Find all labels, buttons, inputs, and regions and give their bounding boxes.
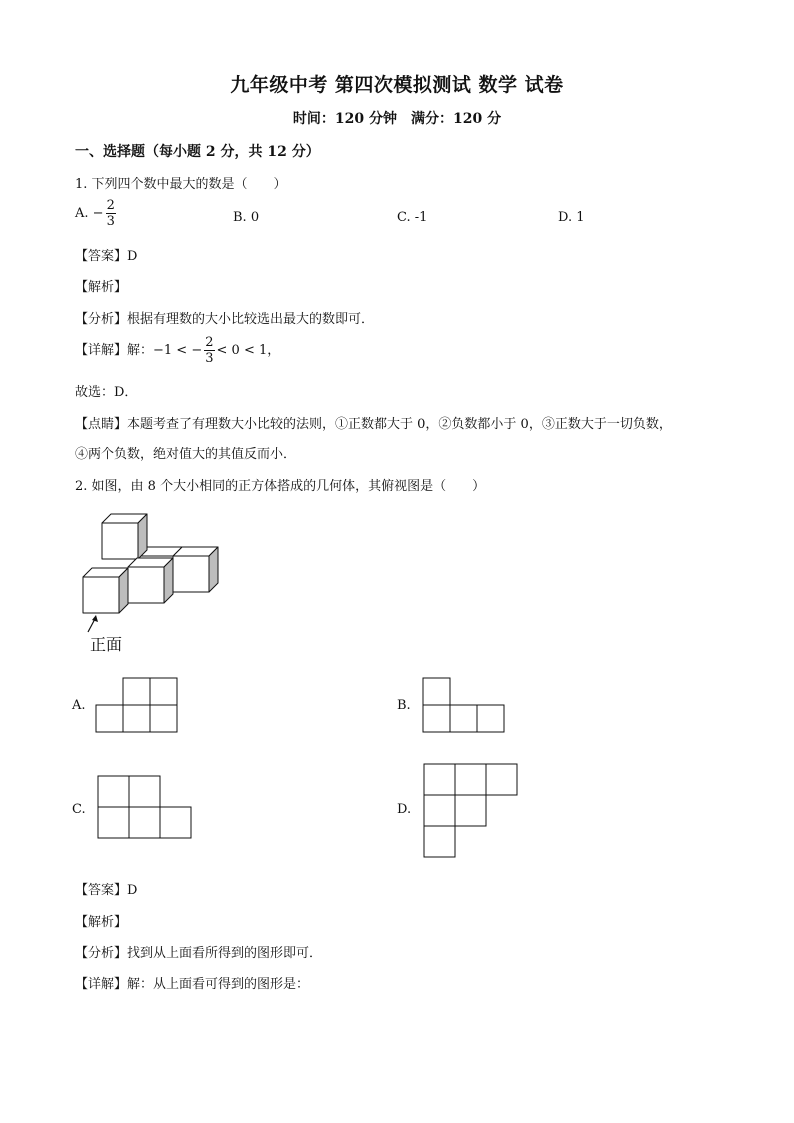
q1-xiangjie-den: 3 <box>205 351 214 366</box>
q2-option-d-figure[interactable] <box>424 764 522 862</box>
q1-xiangjie-num: 2 <box>205 335 214 350</box>
q1-answer-value: D <box>127 249 138 264</box>
grid-square <box>129 776 160 807</box>
grid-square <box>98 807 129 838</box>
page-title: 九年级中考 第四次模拟测试 数学 试卷 <box>230 74 564 96</box>
q1-xiangjie-post: < 0 < 1， <box>216 343 281 358</box>
grid-square <box>424 764 455 795</box>
grid-square <box>150 678 177 705</box>
q2-option-b-figure[interactable] <box>423 677 507 735</box>
q2-xiangjie-tag: 【详解】 <box>75 977 128 992</box>
grid-square <box>424 826 455 857</box>
q1-stem: 1. 下列四个数中最大的数是（ ） <box>75 177 287 192</box>
q1-answer-tag: 【答案】 <box>75 249 128 264</box>
q1-option-a-fraction <box>106 198 116 229</box>
q1-dianjing-tag: 【点睛】 <box>75 417 128 432</box>
q2-option-a-figure[interactable] <box>96 677 180 735</box>
grid-square <box>129 807 160 838</box>
q1-option-c[interactable]: C. -1 <box>397 210 428 225</box>
q2-xiangjie <box>75 973 309 992</box>
section-heading: 一、选择题（每小题 2 分，共 12 分） <box>75 144 320 160</box>
q1-dianjing <box>75 413 672 432</box>
grid-square <box>160 807 191 838</box>
grid-square <box>455 764 486 795</box>
q1-option-a-label: A. <box>75 206 89 221</box>
grid-square <box>150 705 177 732</box>
q1-fenxi-tag: 【分析】 <box>75 312 128 327</box>
front-label: 正面 <box>90 635 123 654</box>
q1-xiangjie-pre: 解：−1 < − <box>127 343 203 358</box>
q1-xiangjie-tag: 【详解】 <box>75 343 128 358</box>
q1-option-a-den: 3 <box>106 214 115 229</box>
q1-guxuan: 故选：D． <box>75 385 138 400</box>
cube-face <box>128 567 164 603</box>
grid-square <box>450 705 477 732</box>
q2-option-c-figure[interactable] <box>98 776 196 842</box>
grid-square <box>98 776 129 807</box>
grid-square <box>123 705 150 732</box>
q1-option-d[interactable]: D. 1 <box>558 210 585 225</box>
q1-xiangjie-fraction <box>204 335 214 366</box>
q2-xiangjie-text: 解：从上面看可得到的图形是： <box>127 977 310 992</box>
grid-square <box>477 705 504 732</box>
cube-figure <box>78 510 223 660</box>
q1-jiexi: 【解析】 <box>75 280 128 295</box>
q2-answer-value: D <box>127 883 138 898</box>
grid-square <box>423 705 450 732</box>
cube-face <box>102 523 138 559</box>
cube-face <box>173 556 209 592</box>
q1-option-a-sign: − <box>92 206 104 221</box>
q1-answer <box>75 245 137 264</box>
cube-face <box>83 577 119 613</box>
front-arrow-head <box>92 615 98 622</box>
q2-fenxi-text: 找到从上面看所得到的图形即可． <box>127 946 323 961</box>
exam-info: 时间：120 分钟 满分：120 分 <box>292 111 502 127</box>
q1-fenxi <box>75 308 374 327</box>
grid-square <box>486 764 517 795</box>
q1-xiangjie <box>75 335 280 366</box>
q2-answer-tag: 【答案】 <box>75 883 128 898</box>
q1-fenxi-text: 根据有理数的大小比较选出最大的数即可． <box>127 312 375 327</box>
q1-dianjing-text1: 本题考查了有理数大小比较的法则，①正数都大于 0，②负数都小于 0，③正数大于一切负数， <box>127 417 672 432</box>
q1-dianjing-line2: ④两个负数，绝对值大的其值反而小． <box>75 447 297 462</box>
q2-stem: 2. 如图，由 8 个大小相同的正方体搭成的几何体，其俯视图是（ ） <box>75 479 486 494</box>
q2-option-d-label[interactable]: D. <box>397 802 412 817</box>
grid-square <box>123 678 150 705</box>
q2-option-c-label[interactable]: C. <box>72 802 86 817</box>
q2-jiexi: 【解析】 <box>75 915 128 930</box>
grid-square <box>424 795 455 826</box>
q1-option-a-num: 2 <box>106 198 115 213</box>
q2-option-b-label[interactable]: B. <box>397 698 411 713</box>
grid-square <box>423 678 450 705</box>
q1-option-a[interactable] <box>75 198 118 229</box>
grid-square <box>455 795 486 826</box>
q1-option-b[interactable]: B. 0 <box>233 210 260 225</box>
q2-answer <box>75 879 137 898</box>
q2-fenxi-tag: 【分析】 <box>75 946 128 961</box>
grid-square <box>96 705 123 732</box>
q2-option-a-label[interactable]: A. <box>72 698 86 713</box>
q2-fenxi <box>75 942 322 961</box>
